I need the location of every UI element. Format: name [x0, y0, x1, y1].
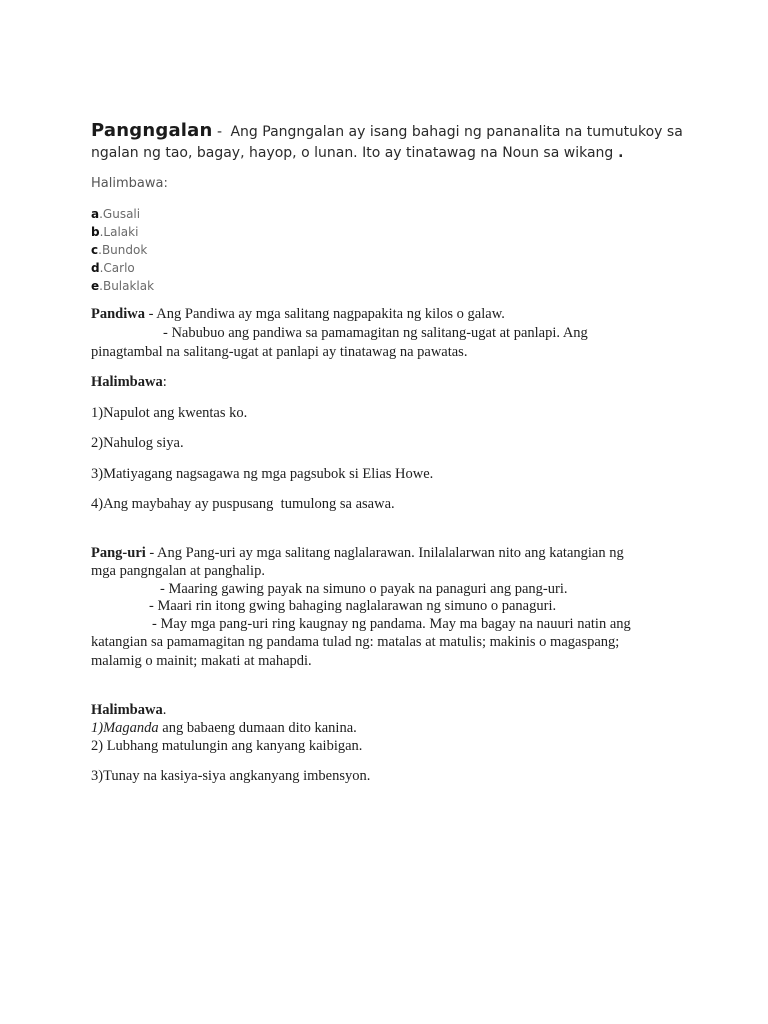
panguri-line-7: malamig o mainit; makati at mahapdi.: [91, 653, 312, 669]
list-item: b.Lalaki: [91, 225, 139, 239]
pangngalan-period: .: [613, 145, 624, 161]
pandiwa-line-1: [91, 305, 505, 323]
list-item: 4)Ang maybahay ay puspusang tumulong sa asawa.: [91, 496, 395, 512]
pangngalan-example-list: [91, 205, 154, 295]
pandiwa-line-2: - Nabubuo ang pandiwa sa pamamagitan ng salitang-ugat at panlapi. Ang: [163, 325, 588, 341]
pangngalan-dash: -: [212, 124, 227, 140]
pangngalan-definition-2: ngalan ng tao, bagay, hayop, o lunan. Ito ay tinatawag na Noun sa wikang: [91, 145, 614, 161]
panguri-line-4: - Maari rin itong gwing bahaging naglalarawan ng simuno o panaguri.: [149, 598, 557, 614]
panguri-line-5: - May mga pang-uri ring kaugnay ng pandama. May ma bagay na nauuri natin ang: [152, 616, 631, 632]
list-item: 1)Maganda ang babaeng dumaan dito kanina.: [91, 720, 357, 736]
list-item: d.Carlo: [91, 261, 135, 275]
list-item: 3)Tunay na kasiya-siya angkanyang imbensyon.: [91, 768, 371, 784]
list-item: a.Gusali: [91, 207, 141, 221]
pandiwa-heading: Pandiwa: [91, 306, 145, 322]
list-item: 1)Napulot ang kwentas ko.: [91, 405, 248, 421]
panguri-halimbawa: Halimbawa.: [91, 702, 167, 718]
panguri-definition-1: - Ang Pang-uri ay mga salitang naglalarawan. Inilalalarwan nito ang katangian ng: [145, 545, 624, 561]
pandiwa-halimbawa: Halimbawa:: [91, 374, 167, 390]
pangngalan-definition-1: Ang Pangngalan ay isang bahagi ng pananalita na tumutukoy sa: [230, 124, 683, 140]
panguri-line-3: - Maaring gawing payak na simuno o payak na panaguri ang pang-uri.: [160, 581, 568, 597]
pangngalan-heading: Pangngalan: [91, 120, 213, 141]
pangngalan-line-1: [91, 120, 683, 141]
pangngalan-line-2: [91, 145, 624, 161]
panguri-line-1: [91, 544, 624, 562]
list-item: e.Bulaklak: [91, 279, 155, 293]
pangngalan-halimbawa: Halimbawa:: [91, 176, 168, 191]
pandiwa-definition-1: - Ang Pandiwa ay mga salitang nagpapakita ng kilos o galaw.: [145, 306, 505, 322]
list-item: 3)Matiyagang nagsagawa ng mga pagsubok si Elias Howe.: [91, 466, 434, 482]
panguri-heading: Pang-uri: [91, 545, 146, 561]
list-item: 2) Lubhang matulungin ang kanyang kaibigan.: [91, 738, 363, 754]
panguri-line-6: katangian sa pamamagitan ng pandama tulad ng: matalas at matulis; makinis o magaspang;: [91, 634, 620, 650]
pandiwa-line-3: pinagtambal na salitang-ugat at panlapi ay tinatawag na pawatas.: [91, 344, 468, 360]
list-item: c.Bundok: [91, 243, 148, 257]
panguri-line-2: mga pangngalan at panghalip.: [91, 563, 265, 579]
list-item: 2)Nahulog siya.: [91, 435, 184, 451]
